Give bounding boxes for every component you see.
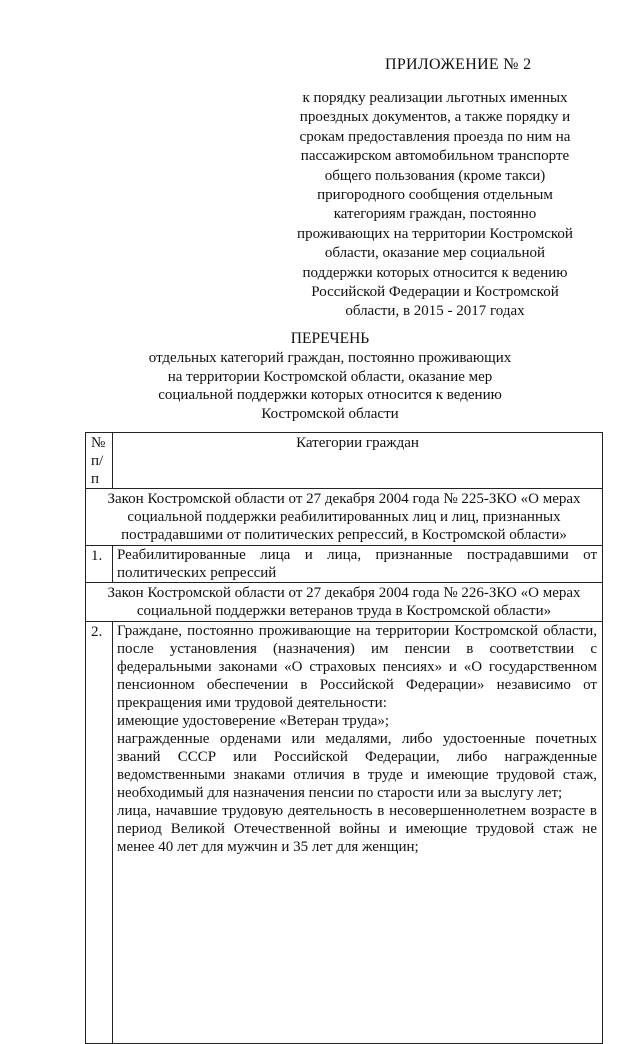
appendix-line: к порядку реализации льготных именных xyxy=(302,90,568,106)
list-subtitle-line: социальной поддержки которых относится к ведению xyxy=(158,387,502,403)
header-category-cell: Категории граждан xyxy=(113,433,603,489)
law-cell: Закон Костромской области от 27 декабря 2004 года № 225-ЗКО «О мерах социальной поддержки реабилитированных лиц и лиц, признанных пострадавшими от политических репрессий, в Костромской области» xyxy=(86,489,603,546)
appendix-line: проездных документов, а также порядку и xyxy=(299,109,571,126)
appendix-line: общего пользования (кроме такси) xyxy=(324,167,546,184)
appendix-line: пассажирском автомобильном транспорте xyxy=(300,148,570,165)
law-row xyxy=(86,583,603,622)
law-row xyxy=(86,489,603,546)
appendix-subtitle xyxy=(272,89,598,322)
list-subtitle-line: на территории Костромской области, оказание мер xyxy=(167,368,493,385)
appendix-line: проживающих на территории Костромской xyxy=(297,225,573,242)
appendix-line: поддержки которых относится к ведению xyxy=(302,264,568,281)
list-subtitle-line: Костромской области xyxy=(261,405,399,422)
appendix-line: пригородного сообщения отдельным xyxy=(317,187,553,204)
category-cell xyxy=(113,622,603,1044)
category-paragraph: имеющие удостоверение «Ветеран труда»; xyxy=(117,713,390,729)
appendix-title: ПРИЛОЖЕНИЕ № 2 xyxy=(385,56,532,73)
row-number: 2. xyxy=(86,622,113,1044)
appendix-line: области, оказание мер социальной xyxy=(324,245,546,262)
categories-table xyxy=(85,432,603,1044)
category-paragraph: Граждане, постоянно проживающие на территории Костромской области, после установления (назначения) им пенсии в соответствии с федеральными законами «О страховых пенсиях» и «О государственном пенсионном обеспечении в Российской Федерации» независимо от прекращения ими трудовой деятельности: xyxy=(117,623,597,711)
appendix-line: срокам предоставления проезда по ним на xyxy=(299,128,571,145)
category-cell: Реабилитированные лица и лица, признанные пострадавшими от политических репрессий xyxy=(113,546,603,583)
header-number-cell xyxy=(86,433,113,489)
law-cell: Закон Костромской области от 27 декабря 2004 года № 226-ЗКО «О мерах социальной поддержки ветеранов труда в Костромской области» xyxy=(86,583,603,622)
table-row xyxy=(86,622,603,1044)
appendix-line: категориям граждан, постоянно xyxy=(333,206,537,223)
category-paragraph: награжденные орденами или медалями, либо удостоенные почетных званий СССР или Российской Федерации, либо награжденные ведомственными знаками отличия в труде и имеющие трудовой стаж, необходимый для назначения пенсии по старости или за выслугу лет; xyxy=(117,731,597,801)
appendix-line: области, в 2015 - 2017 годах xyxy=(345,303,525,320)
list-title: ПЕРЕЧЕНЬ xyxy=(290,330,370,347)
table-header-row xyxy=(86,433,603,489)
header-number-label: п/п xyxy=(91,453,104,487)
category-paragraph: лица, начавшие трудовую деятельность в несовершеннолетнем возрасте в период Великой Отечественной войны и имеющие трудовой стаж не менее 40 лет для мужчин и 35 лет для женщин; xyxy=(117,803,597,855)
list-subtitle-line: отдельных категорий граждан, постоянно проживающих xyxy=(148,350,512,366)
header-number-symbol: № xyxy=(91,435,106,451)
list-subtitle xyxy=(125,349,535,423)
table-row xyxy=(86,546,603,583)
row-number: 1. xyxy=(86,546,113,583)
appendix-line: Российской Федерации и Костромской xyxy=(311,284,559,301)
